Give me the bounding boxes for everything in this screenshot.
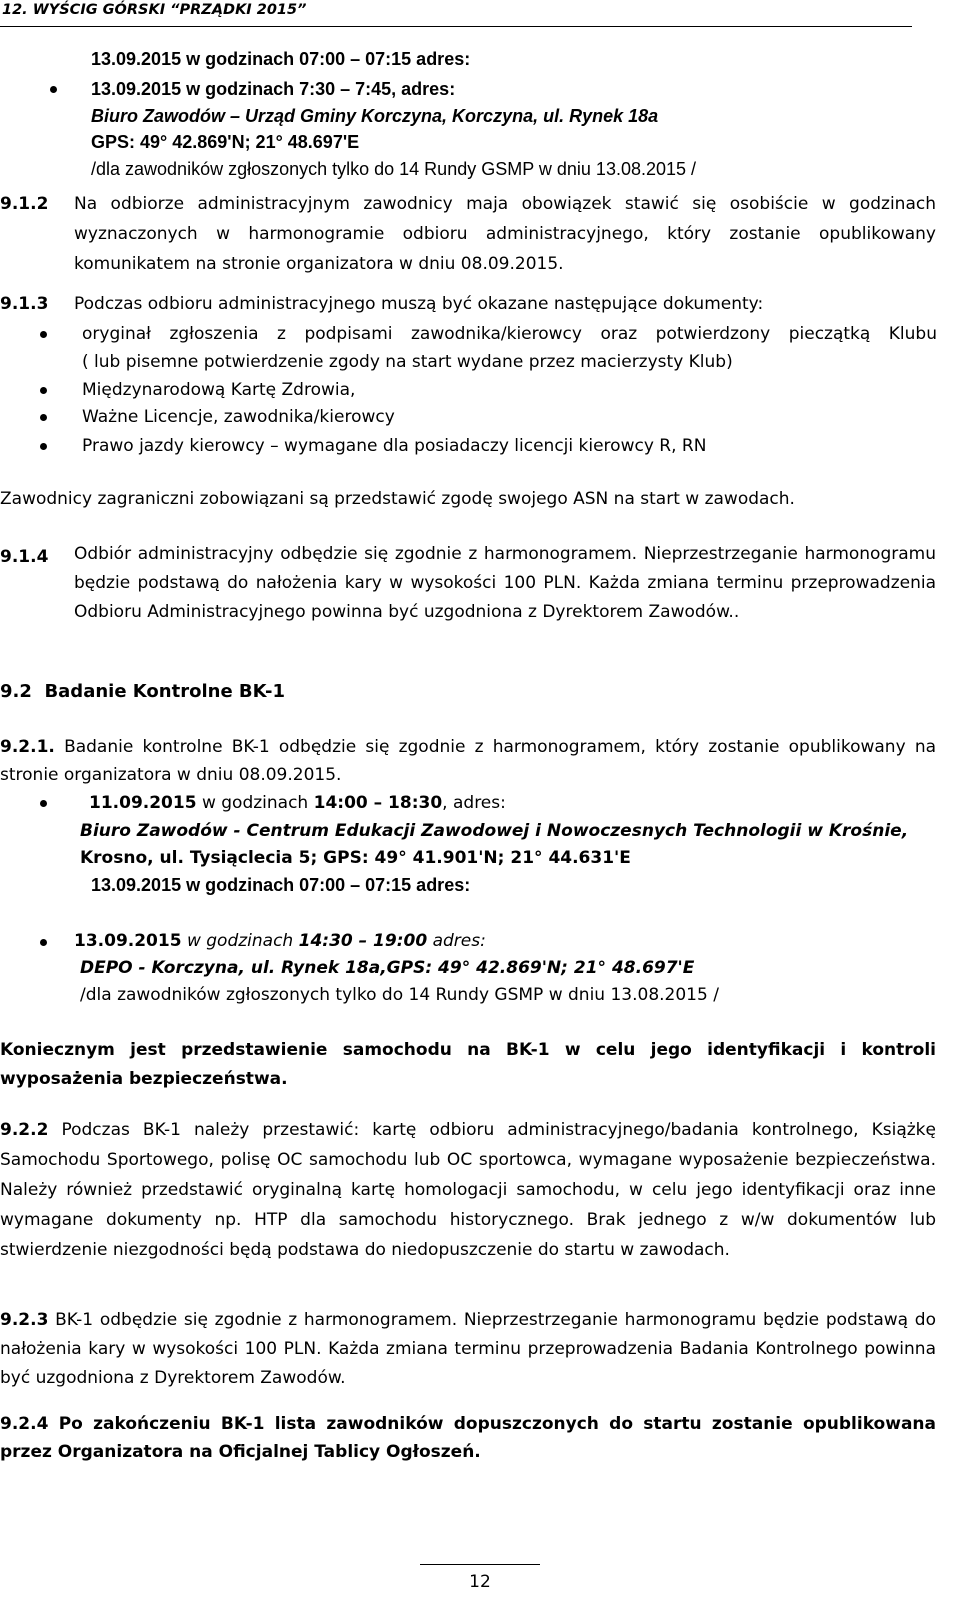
bullet-marker [40,443,47,450]
bk1-bullet-2-end: adres: [427,931,486,951]
section-9-2-heading [0,681,285,703]
bk1-bullet-1-time: 14:00 – 18:30 [313,793,443,813]
bullet-marker [40,387,47,394]
section-9-2-2-text: Podczas BK-1 należy przestawić: kartę odbioru administracyjnego/badania kontrolnego, Książkę Samochodu Sportowego, polisę OC samochodu lub OC sportowca, wymagane wyposażenie bezpieczeństwa. Należy również przedstawić oryginalną kartę homologacji samochodu, w celu jego identyfikacji oraz inne wymagane dokumenty np. HTP dla samochodu historycznego. Brak jednego z w/w dokumentów lub stwierdzenie niezgodności będą podstawa do niedopuszczenie do startu w zawodach. [0,1120,936,1260]
bk1-place-1: Biuro Zawodów - Centrum Edukacji Zawodowej i Nowoczesnych Technologii w Krośnie, [80,821,909,841]
bk1-bullet-2-date: 13.09.2015 [74,931,182,951]
bk1-depo-place: DEPO - Korczyna, ul. Rynek 18a,GPS: 49° 42.869'N; 21° 48.697'E [80,958,695,978]
bk1-bullet-2-mid: w godzinach [181,931,299,951]
bk1-bullet-2 [74,930,486,952]
section-9-2-2-number: 9.2.2 [0,1120,49,1140]
section-9-2-3-text: BK-1 odbędzie się zgodnie z harmonogramem. Nieprzestrzeganie harmonogramu będzie podstawą do nałożenia kary w wysokości 100 PLN. Każda zmiana terminu przeprowadzenia Badania Kontrolnego powinna być uzgodniona z Dyrektorem Zawodów. [0,1310,936,1388]
doc-bullet-4: Prawo jazdy kierowcy – wymagane dla posiadaczy licencji kierowcy R, RN [82,436,707,456]
doc-bullet-2: Międzynarodową Kartę Zdrowia, [82,380,356,400]
section-9-1-2-number: 9.1.2 [0,194,49,214]
bk1-bullet-1-end: , adres: [442,793,506,813]
bullet-marker [50,86,57,93]
page-number: 12 [469,1572,491,1592]
foreign-competitors-note: Zawodnicy zagraniczni zobowiązani są przedstawić zgodę swojego ASN na start w zawodach. [0,489,795,509]
bullet-marker [40,331,47,338]
section-9-1-2-text: Na odbiorze administracyjnym zawodnicy maja obowiązek stawić się osobiście w godzinach wyznaczonych w harmonogramie odbioru administracyjnego, który zostanie opublikowany komunikatem na stronie organizatora w dniu 08.09.2015. [74,194,936,274]
bullet-marker [40,939,47,946]
top-line-5: /dla zawodników zgłoszonych tylko do 14 Rundy GSMP w dniu 13.08.2015 / [91,159,697,179]
bk1-extra-text: 13.09.2015 w godzinach 07:00 – 07:15 adres: [91,875,471,895]
section-9-2-3-paragraph [0,1306,936,1393]
bk1-depo-note: /dla zawodników zgłoszonych tylko do 14 Rundy GSMP w dniu 13.08.2015 / [80,985,719,1005]
section-9-1-3-intro: Podczas odbioru administracyjnego muszą być okazane następujące dokumenty: [74,294,764,314]
bullet-marker [40,414,47,421]
section-9-2-4-text: Po zakończeniu BK-1 lista zawodników dopuszczonych do startu zostanie opublikowana przez Organizatora na Oficjalnej Tablicy Ogłoszeń. [0,1414,936,1462]
page-header: 12. WYŚCIG GÓRSKI “PRZĄDKI 2015” [2,2,307,18]
top-line-4: GPS: 49° 42.869'N; 21° 48.697'E [91,132,360,152]
section-9-2-1-text: Badanie kontrolne BK-1 odbędzie się zgodnie z harmonogramem, który zostanie opublikowany na stronie organizatora w dniu 08.09.2015. [0,737,937,785]
bk1-required-note: Koniecznym jest przedstawienie samochodu na BK-1 w celu jego identyfikacji i kontroli wyposażenia bezpieczeństwa. [0,1040,936,1089]
section-9-2-4-number: 9.2.4 [0,1414,49,1434]
top-line-1-text: 13.09.2015 w godzinach 07:00 – 07:15 adres: [91,49,471,69]
bullet-marker [40,800,47,807]
bk1-bullet-1 [89,792,506,814]
section-9-1-4-number: 9.1.4 [0,547,49,567]
bk1-bullet-2-time: 14:30 – 19:00 [298,931,428,951]
section-9-1-3-number: 9.1.3 [0,294,49,314]
section-9-2-1-number: 9.2.1. [0,737,55,757]
bk1-bullet-1-mid: w godzinach [196,793,314,813]
doc-bullet-1b: ( lub pisemne potwierdzenie zgody na start wydane przez macierzysty Klub) [82,352,733,372]
top-line-1 [91,48,470,70]
header-rule [0,26,912,27]
section-9-2-2-paragraph [0,1115,936,1265]
bk1-place-2: Krosno, ul. Tysiąclecia 5; GPS: 49° 41.901'N; 21° 44.631'E [80,848,631,868]
top-line-2: 13.09.2015 w godzinach 7:30 – 7:45, adres: [91,79,456,99]
bk1-extra-line [91,874,470,896]
section-9-2-title: Badanie Kontrolne BK-1 [44,681,286,702]
section-9-2-3-number: 9.2.3 [0,1310,49,1330]
section-9-2-1-paragraph [0,733,936,789]
doc-bullet-1a: oryginał zgłoszenia z podpisami zawodnika/kierowcy oraz potwierdzony pieczątką Klubu [82,324,937,344]
top-line-3: Biuro Zawodów – Urząd Gminy Korczyna, Korczyna, ul. Rynek 18a [91,106,659,126]
section-9-2-number: 9.2 [0,681,32,702]
doc-bullet-3: Ważne Licencje, zawodnika/kierowcy [82,407,395,427]
footer-rule [420,1564,540,1565]
bk1-bullet-1-date: 11.09.2015 [89,793,197,813]
section-9-1-4-text: Odbiór administracyjny odbędzie się zgodnie z harmonogramem. Nieprzestrzeganie harmonogramu będzie podstawą do nałożenia kary w wysokości 100 PLN. Każda zmiana terminu przeprowadzenia Odbioru Administracyjnego powinna być uzgodniona z Dyrektorem Zawodów.. [74,544,936,622]
section-9-2-4-paragraph [0,1410,936,1466]
